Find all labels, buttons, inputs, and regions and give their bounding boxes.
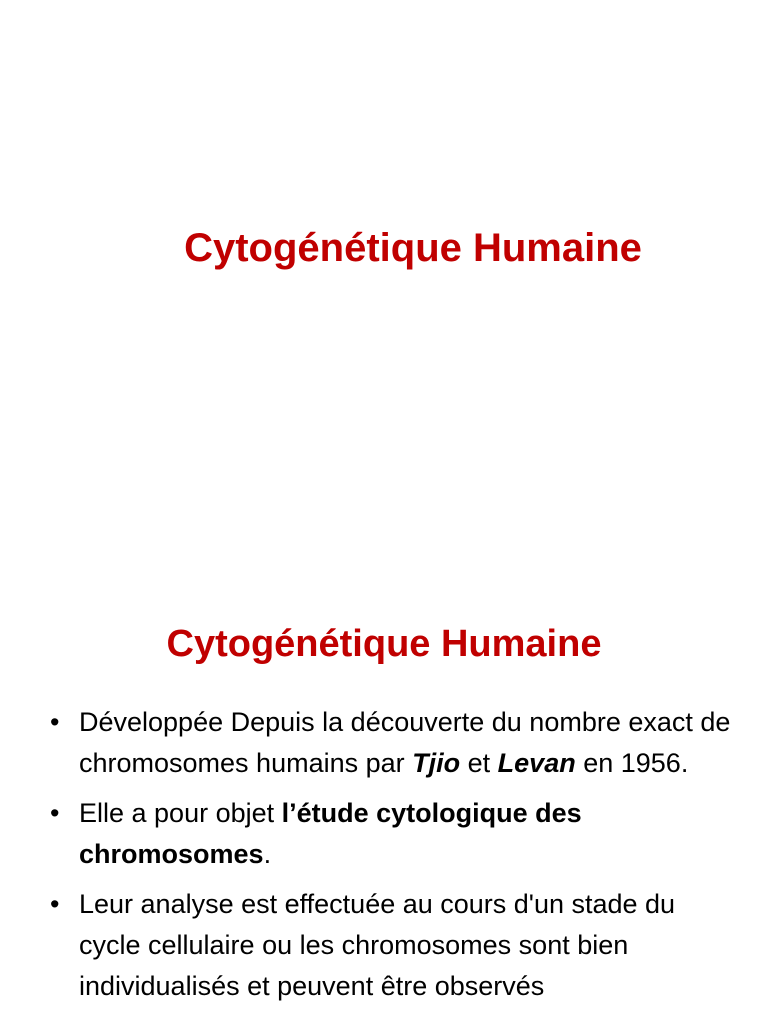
bullet-dot-icon: • <box>50 889 60 919</box>
bullet-dot-icon: • <box>50 798 60 828</box>
slide-title: Cytogénétique Humaine <box>184 226 642 270</box>
bullet-text: et <box>460 748 498 778</box>
bullet-item-discovery <box>48 702 738 784</box>
bullet-text: en 1956. <box>575 748 689 778</box>
bullet-text: Développée Depuis la découverte du nombre exact de chromosomes humains par <box>79 707 731 778</box>
bullet-emphasis: l’étude cytologique des chromosomes <box>79 798 582 869</box>
slide-heading: Cytogénétique Humaine <box>166 623 602 665</box>
bullet-text: Leur analyse est effectuée au cours d'un stade du cycle cellulaire ou les chromosomes sont bien individualisés et peuvent être observés <box>79 889 676 1001</box>
bullet-item-analysis <box>48 884 738 1007</box>
bullet-dot-icon: • <box>50 707 60 737</box>
author-name: Levan <box>497 748 576 778</box>
bullet-text: Elle a pour objet <box>79 798 282 828</box>
bullet-item-objective <box>48 793 738 875</box>
author-name: Tjio <box>412 748 461 778</box>
bullet-list <box>48 702 738 1016</box>
bullet-text: . <box>263 839 272 869</box>
content-slide <box>0 576 768 1024</box>
